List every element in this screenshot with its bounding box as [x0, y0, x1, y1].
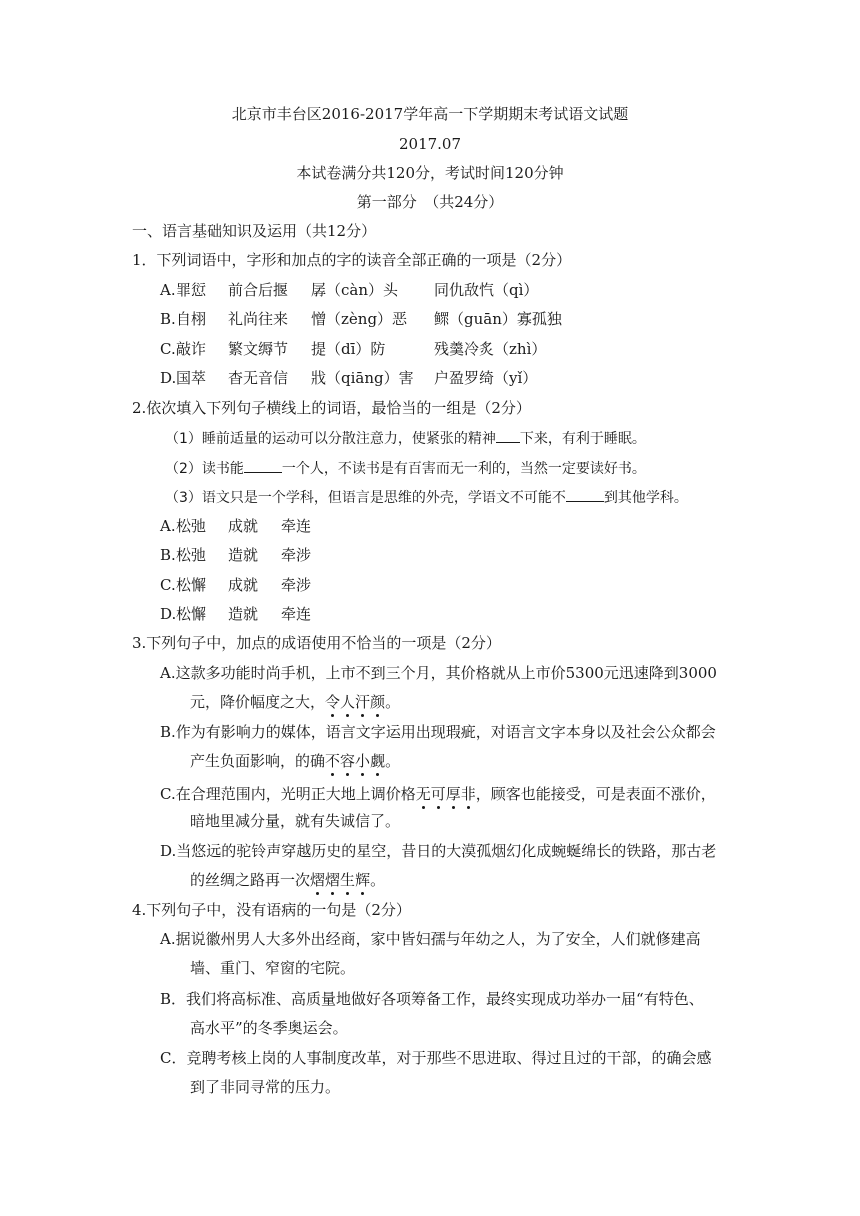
- q1-stem: 1．下列词语中，字形和加点的字的读音全部正确的一项是（2分）: [132, 251, 572, 269]
- sentence-text: 下来，有利于睡眠。: [519, 431, 646, 447]
- dotted-idiom: [325, 752, 385, 770]
- option-word: 松弛: [176, 517, 207, 535]
- exam-date: 2017.07: [398, 135, 462, 153]
- dotted-idiom: [325, 693, 385, 711]
- fill-blank: [244, 458, 282, 473]
- option-word: 国萃: [176, 369, 207, 387]
- q4-stem: 4.下列句子中，没有语病的一句是（2分）: [132, 901, 411, 919]
- option-label: A.: [160, 517, 176, 535]
- option-word: 杳无音信: [228, 369, 289, 387]
- option-word: 繁文缛节: [228, 340, 289, 358]
- sentence-text: 。: [370, 871, 386, 889]
- sentence-text: 一个人，不读书是有百害而无一利的，当然一定要读好书。: [281, 461, 646, 477]
- emphasis-char: 熠: [325, 871, 341, 889]
- emphasis-char: 觑: [370, 752, 386, 770]
- option-label: C.: [160, 576, 176, 594]
- q4-option-a-line1: A.据说徽州男人大多外出经商，家中皆妇孺与年幼之人，为了安全，人们就修建高: [160, 930, 701, 948]
- part-heading: 第一部分 （共24分）: [356, 193, 504, 211]
- option-label: D.: [160, 605, 177, 623]
- exam-note: 本试卷满分共120分，考试时间120分钟: [296, 164, 564, 182]
- option-word: 自栩: [176, 310, 207, 328]
- option-word: 罪愆: [176, 281, 207, 299]
- emphasis-char: 生: [340, 871, 356, 889]
- emphasis-char: 小: [355, 752, 371, 770]
- option-label: D.: [160, 369, 177, 387]
- option-word: 牵涉: [281, 576, 312, 594]
- sentence-text: 元，降价幅度之大，: [190, 693, 326, 711]
- q2-sentence-2: [165, 458, 646, 479]
- q4-option-a-line2: 墙、重门、窄窗的宅院。: [190, 959, 356, 977]
- section-title: 一、语言基础知识及运用（共12分）: [132, 222, 377, 240]
- q2-stem: 2.依次填入下列句子横线上的词语，最恰当的一组是（2分）: [132, 399, 531, 417]
- option-word: 成就: [228, 517, 259, 535]
- emphasis-char: 熠: [310, 871, 326, 889]
- emphasis-char: 厚: [445, 785, 461, 803]
- emphasis-char: 人: [340, 693, 356, 711]
- sentence-text: （3）语文只是一个学科，但语言是思维的外壳，学语文不可能不: [165, 490, 566, 506]
- emphasis-char: 非: [460, 785, 476, 803]
- option-word: 造就: [228, 546, 259, 564]
- q2-sentence-1: [165, 428, 646, 449]
- emphasis-char: 容: [340, 752, 356, 770]
- option-word: 憎（zèng）恶: [311, 310, 408, 328]
- q3-stem: 3.下列句子中，加点的成语使用不恰当的一项是（2分）: [132, 634, 501, 652]
- q3-option-b-line2: [190, 751, 400, 771]
- option-word: 敲诈: [176, 340, 207, 358]
- sentence-text: （2）读书能: [165, 461, 244, 477]
- emphasis-char: 可: [430, 785, 446, 803]
- sentence-text: 。: [385, 693, 401, 711]
- exam-title: 北京市丰台区2016-2017学年高一下学期期末考试语文试题: [231, 105, 629, 123]
- sentence-text: C.在合理范围内，光明正大地上调价格: [160, 785, 416, 803]
- q3-option-b-line1: B.作为有影响力的媒体，语言文字运用出现瑕疵，对语言文字本身以及社会公众都会: [160, 723, 716, 741]
- option-word: 松弛: [176, 546, 207, 564]
- q3-option-d-line1: D.当悠远的驼铃声穿越历史的星空，昔日的大漠孤烟幻化成蜿蜒绵长的铁路，那古老: [160, 842, 717, 860]
- fill-blank: [496, 428, 520, 443]
- option-word: 孱（càn）头: [311, 281, 399, 299]
- emphasis-char: 颜: [370, 693, 386, 711]
- emphasis-char: 汗: [355, 693, 371, 711]
- q3-option-c-line1: [160, 784, 716, 804]
- sentence-text: ，顾客也能接受，可是表面不涨价，: [475, 785, 716, 803]
- q2-sentence-3: [165, 487, 688, 508]
- option-word: 牵连: [281, 605, 312, 623]
- q3-option-c-line2: 暗地里减分量，就有失诚信了。: [190, 812, 401, 830]
- option-word: 残羹冷炙（zhì）: [434, 340, 547, 358]
- fill-blank: [566, 487, 604, 502]
- q4-option-c-line2: 到了非同寻常的压力。: [190, 1078, 341, 1096]
- emphasis-char: 辉: [355, 871, 371, 889]
- sentence-text: 。: [385, 752, 401, 770]
- q4-option-b-line1: B．我们将高标准、高质量地做好各项筹备工作，最终实现成功举办一届“有特色、: [160, 990, 704, 1008]
- option-label: A.: [160, 281, 176, 299]
- q3-option-a-line2: [190, 692, 400, 712]
- option-label: B.: [160, 546, 176, 564]
- sentence-text: 的丝绸之路再一次: [190, 871, 311, 889]
- emphasis-char: 无: [415, 785, 431, 803]
- sentence-text: 产生负面影响，的确: [190, 752, 326, 770]
- option-word: 造就: [228, 605, 259, 623]
- option-word: 户盈罗绮（yǐ）: [434, 369, 538, 387]
- option-word: 戕（qiāng）害: [311, 369, 414, 387]
- dotted-idiom: [416, 785, 476, 803]
- q4-option-c-line1: C．竞聘考核上岗的人事制度改革，对于那些不思进取、得过且过的干部，的确会感: [160, 1049, 712, 1067]
- sentence-text: （1）睡前适量的运动可以分散注意力，使紧张的精神: [165, 431, 496, 447]
- q3-option-a-line1: A.这款多功能时尚手机，上市不到三个月，其价格就从上市价5300元迅速降到3000: [160, 664, 717, 682]
- emphasis-char: 令: [325, 693, 341, 711]
- option-word: 成就: [228, 576, 259, 594]
- option-word: 提（dī）防: [311, 340, 386, 358]
- option-word: 牵涉: [281, 546, 312, 564]
- option-word: 牵连: [281, 517, 312, 535]
- q3-option-d-line2: [190, 870, 385, 890]
- option-word: 礼尚往来: [228, 310, 289, 328]
- option-word: 松懈: [176, 576, 207, 594]
- sentence-text: 到其他学科。: [603, 490, 688, 506]
- q4-option-b-line2: 高水平”的冬季奥运会。: [190, 1019, 348, 1037]
- option-word: 松懈: [176, 605, 207, 623]
- option-word: 鳏（guān）寡孤独: [434, 310, 562, 328]
- option-word: 前合后揠: [228, 281, 289, 299]
- emphasis-char: 不: [325, 752, 341, 770]
- option-word: 同仇敌忾（qì）: [434, 281, 539, 299]
- option-label: B.: [160, 310, 176, 328]
- dotted-idiom: [310, 871, 370, 889]
- option-label: C.: [160, 340, 176, 358]
